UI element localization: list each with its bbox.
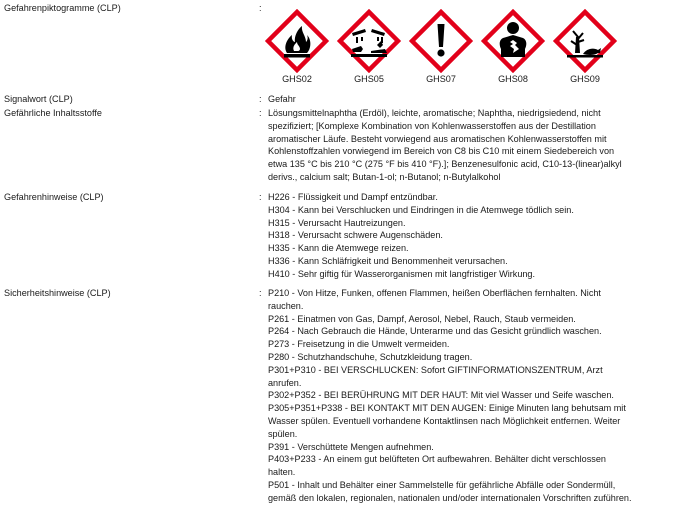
precautionary-statement: P210 - Von Hitze, Funken, offenen Flammen, heißen Oberflächen fernhalten. Nicht: [268, 288, 601, 298]
hazard-statements-colon: :: [259, 192, 262, 202]
picto-code-ghs09: GHS09: [570, 74, 600, 84]
ingredients-line: spezifiziert; [Komplexe Kombination von Kohlenwasserstoffen aus der Destillation: [268, 120, 596, 131]
signal-word-value: Gefahr: [268, 94, 296, 104]
precautionary-statements-list: [268, 287, 696, 505]
precautionary-statement: P403+P233 - An einem gut belüfteten Ort aufbewahren. Behälter dicht verschlossen: [268, 454, 606, 465]
pictogram-list: [0, 0, 697, 90]
ingredients-line: etwa 135 °C bis 210 °C (275 °F bis 410 °F).]; Benzenesulfonic acid, C10-13-(linear)alkyl: [268, 159, 622, 170]
hazard-statement: H335 - Kann die Atemwege reizen.: [268, 243, 409, 254]
precautionary-statements-colon: :: [259, 288, 262, 298]
pictogram-label: Gefahrenpiktogramme (CLP): [4, 3, 121, 13]
hazard-statement: H226 - Flüssigkeit und Dampf entzündbar.: [268, 192, 438, 202]
hazard-statement: H304 - Kann bei Verschlucken und Eindringen in die Atemwege tödlich sein.: [268, 204, 574, 215]
picto-code-ghs05: GHS05: [354, 74, 384, 84]
ingredients-label: Gefährliche Inhaltsstoffe: [4, 108, 102, 118]
hazard-statements-list: [268, 191, 696, 281]
picto-code-ghs08: GHS08: [498, 74, 528, 84]
precautionary-statement: P301+P310 - BEI VERSCHLUCKEN: Sofort GIFTINFORMATIONSZENTRUM, Arzt: [268, 364, 603, 375]
precautionary-statement: P391 - Verschüttete Mengen aufnehmen.: [268, 441, 434, 452]
ingredients-line: derivs., calcium salt; Butan-1-ol; n-Butanol; n-Butylalkohol: [268, 171, 501, 182]
ingredients-text: [268, 107, 696, 184]
precautionary-statement: P261 - Einatmen von Gas, Dampf, Aerosol, Nebel, Rauch, Staub vermeiden.: [268, 313, 576, 324]
hazard-statement: H336 - Kann Schläfrigkeit und Benommenheit verursachen.: [268, 255, 508, 266]
ingredients-line: Kohlenstoffzahlen vorwiegend im Bereich von C8 bis C10 mit einem Siedebereich von: [268, 146, 615, 157]
precautionary-statement: spülen.: [268, 428, 298, 439]
precautionary-statement: gemäß den lokalen, regionalen, nationalen und/oder internationalen Vorschriften zuführen.: [268, 492, 632, 503]
precautionary-statement: P501 - Inhalt und Behälter einer Sammelstelle für gefährliche Abfälle oder Sondermüll,: [268, 479, 616, 490]
signal-word-colon: :: [259, 94, 262, 104]
hazard-statement: H315 - Verursacht Hautreizungen.: [268, 217, 406, 228]
picto-code-ghs02: GHS02: [282, 74, 312, 84]
corrosion-icon: [337, 9, 401, 73]
health-hazard-icon: [481, 9, 545, 73]
pictogram-colon: :: [259, 3, 262, 13]
ingredients-colon: :: [259, 108, 262, 118]
exclamation-mark-icon: [409, 9, 473, 73]
ingredients-line: aromatischer Läufe. Besteht vorwiegend aus aromatischen Kohlenwasserstoffen mit: [268, 133, 607, 144]
environment-icon: [553, 9, 617, 73]
hazard-statement: H410 - Sehr giftig für Wasserorganismen mit langfristiger Wirkung.: [268, 268, 536, 279]
picto-code-ghs07: GHS07: [426, 74, 456, 84]
signal-word-label: Signalwort (CLP): [4, 94, 73, 104]
flame-icon: [265, 9, 329, 73]
precautionary-statement: halten.: [268, 467, 296, 478]
precautionary-statements-label: Sicherheitshinweise (CLP): [4, 288, 111, 298]
precautionary-statement: rauchen.: [268, 300, 304, 311]
precautionary-statement: P280 - Schutzhandschuhe, Schutzkleidung tragen.: [268, 351, 473, 362]
precautionary-statement: P273 - Freisetzung in die Umwelt vermeiden.: [268, 339, 450, 350]
precautionary-statement: P264 - Nach Gebrauch die Hände, Unterarme und das Gesicht gründlich waschen.: [268, 326, 602, 337]
precautionary-statement: anrufen.: [268, 377, 302, 388]
hazard-statement: H318 - Verursacht schwere Augenschäden.: [268, 230, 443, 241]
ingredients-line: Lösungsmittelnaphtha (Erdöl), leichte, aromatische; Naphtha, niedrigsiedend, nicht: [268, 108, 601, 118]
hazard-statements-label: Gefahrenhinweise (CLP): [4, 192, 104, 202]
precautionary-statement: P302+P352 - BEI BERÜHRUNG MIT DER HAUT: Mit viel Wasser und Seife waschen.: [268, 390, 614, 401]
precautionary-statement: P305+P351+P338 - BEI KONTAKT MIT DEN AUGEN: Einige Minuten lang behutsam mit: [268, 403, 626, 414]
precautionary-statement: Wasser spülen. Eventuell vorhandene Kontaktlinsen nach Möglichkeit entfernen. Weiter: [268, 415, 621, 426]
